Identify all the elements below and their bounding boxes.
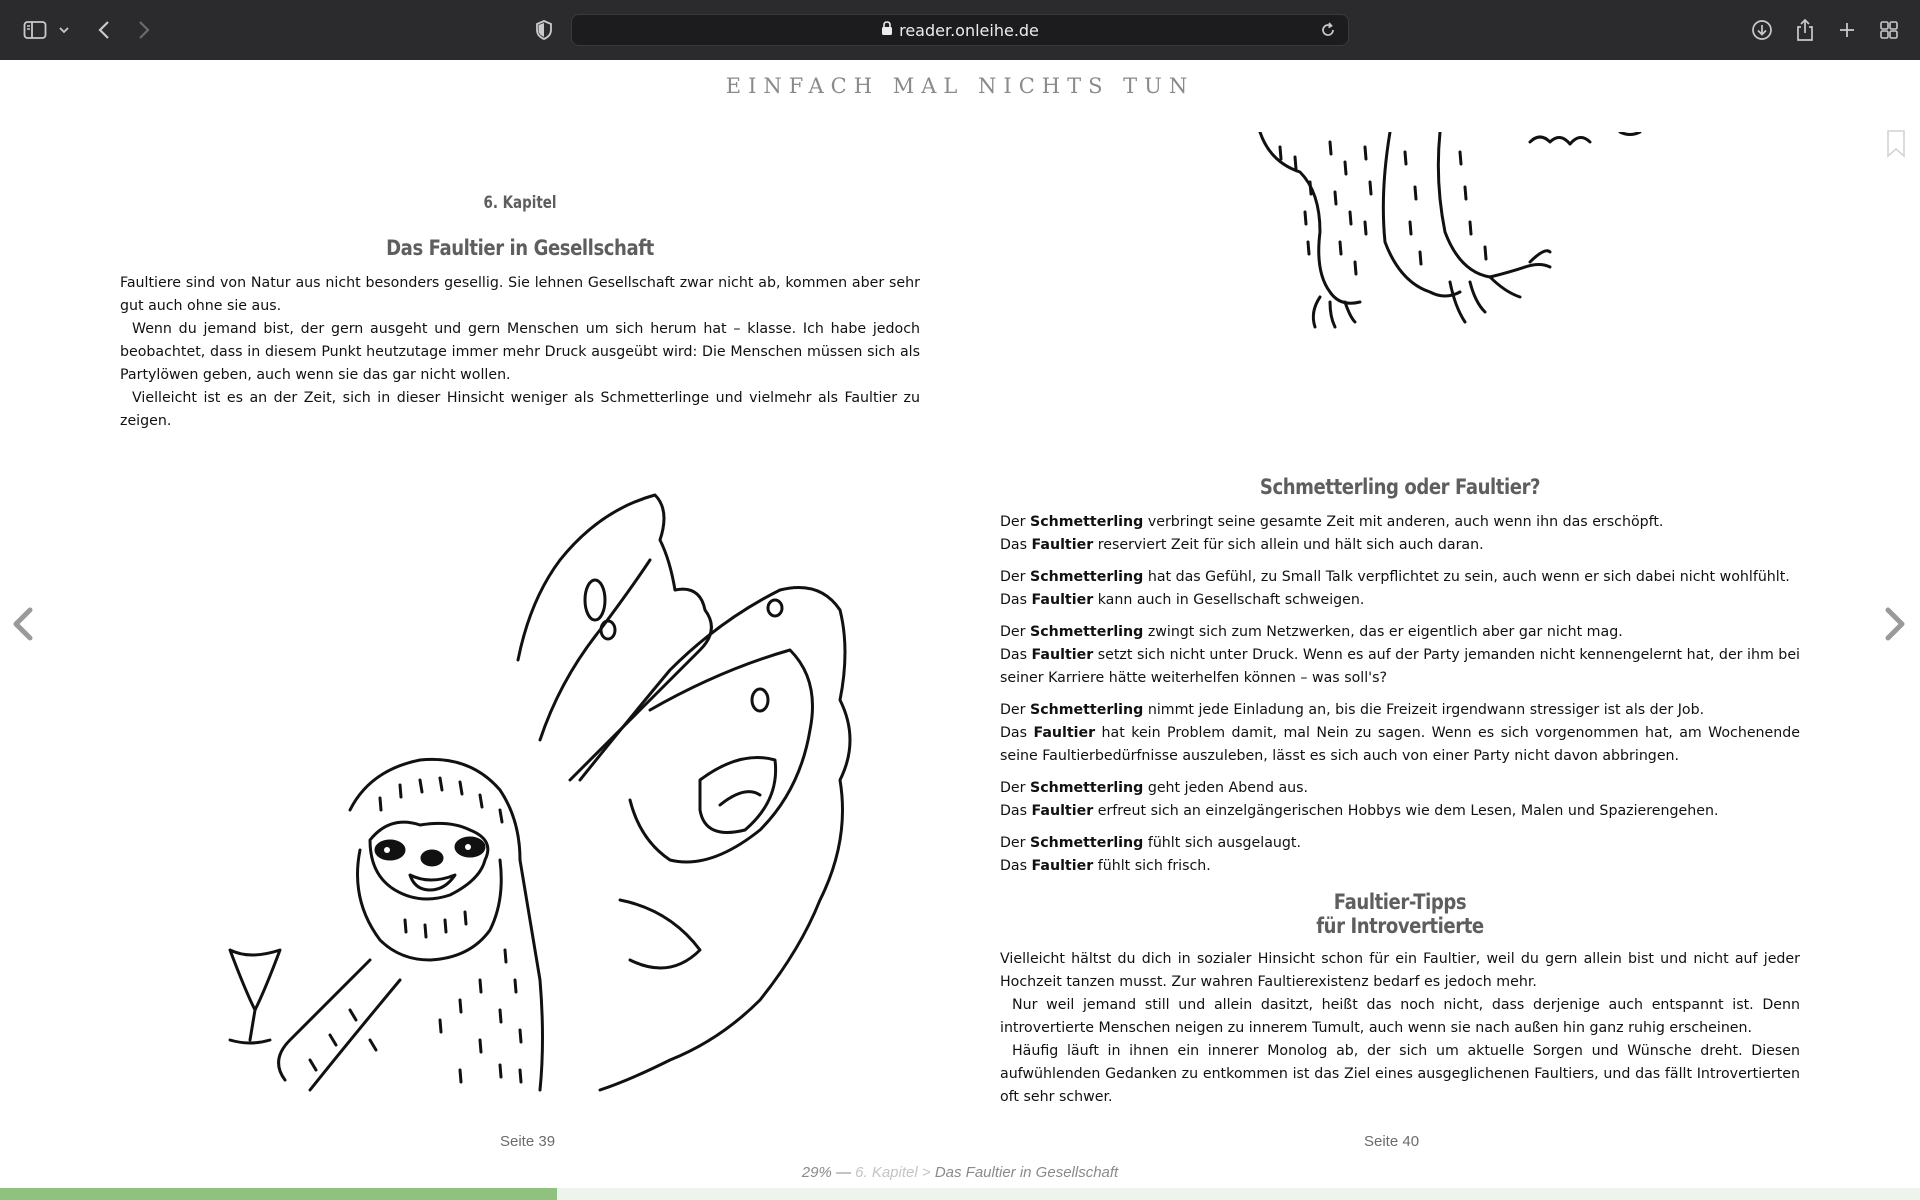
left-page-text [120, 272, 920, 433]
chapter-label: 6. Kapitel [483, 193, 557, 213]
comparison-item: Der Schmetterling fühlt sich ausgelaugt. Das Faultier fühlt sich frisch. [1000, 835, 1301, 874]
left-page-number: Seite 39 [500, 1133, 556, 1150]
comparison-item: Der Schmetterling geht jeden Abend aus. Das Faultier erfreut sich an einzelgängerischen Hobbys wie dem Lesen, Malen und Spazierengehen. [1000, 780, 1719, 819]
reading-progress-label [0, 1164, 1920, 1181]
section-heading: Schmetterling oder Faultier? [1259, 475, 1541, 499]
comparison-list [1000, 511, 1800, 887]
previous-page-icon[interactable] [10, 606, 36, 647]
right-page-number: Seite 40 [1364, 1133, 1420, 1150]
chapter-heading: Das Faultier in Gesellschaft [386, 236, 654, 260]
url-text: reader.onleihe.de [899, 20, 1039, 40]
comparison-item: Der Schmetterling zwingt sich zum Netzwerken, das er eigentlich aber gar nicht mag. Das Faultier setzt sich nicht unter Druck. Wenn es auf der Party jemanden nicht kennengelernt hat, der ihm bei seiner Karriere hätte weiterhelfen können – was soll's? [1000, 624, 1800, 686]
book-title: EINFACH MAL NICHTS TUN [725, 74, 1195, 98]
paragraph: Vielleicht hältst du dich in sozialer Hinsicht schon für ein Faultier, weil du gern allein bist und nicht auf jeder Hochzeit tanzen musst. Zur wahren Faultierexistenz bedarf es jedoch mehr. [1000, 951, 1800, 990]
paragraph: Faultiere sind von Natur aus nicht besonders gesellig. Sie lehnen Gesellschaft zwar nicht ab, kommen aber sehr gut auch ohne sie aus. [120, 275, 920, 314]
comparison-item: Der Schmetterling nimmt jede Einladung an, bis die Freizeit irgendwann stressiger ist als der Job. Das Faultier hat kein Problem damit, mal Nein zu sagen. Wenn es sich vorgenommen hat, am Wochenende seine Faultierbedürfnisse auszuleben, lässt es sich auch von einer Party nicht davon abbringen. [1000, 702, 1800, 764]
paragraph: Häufig läuft in ihnen ein innerer Monolog ab, der sich um aktuelle Sorgen und Wünsche dreht. Diesen aufwühlenden Gedanken zu entkommen ist das Ziel eines ausgeglichenen Faultiers, und das fällt Introvertierten oft sehr schwer. [1000, 1043, 1800, 1105]
browser-toolbar [0, 0, 1920, 60]
share-icon[interactable] [1793, 14, 1817, 46]
bookmark-icon[interactable] [1886, 130, 1906, 163]
paragraph: Vielleicht ist es an der Zeit, sich in dieser Hinsicht weniger als Schmetterlinge und vielmehr als Faultier zu zeigen. [120, 390, 920, 429]
sidebar-icon[interactable] [22, 14, 48, 46]
download-icon[interactable] [1750, 14, 1774, 46]
address-bar[interactable] [571, 14, 1349, 46]
tips-heading-line1: Faultier-Tipps [1333, 890, 1467, 914]
progress-percent: 29% — [801, 1164, 851, 1181]
tab-overview-icon[interactable] [1878, 14, 1900, 46]
lock-icon [881, 21, 893, 40]
back-icon[interactable] [94, 14, 114, 46]
comparison-item: Der Schmetterling hat das Gefühl, zu Small Talk verpflichtet zu sein, auch wenn er sich dabei nicht wohlfühlt. Das Faultier kann auch in Gesellschaft schweigen. [1000, 569, 1790, 608]
chevron-down-icon[interactable] [57, 14, 71, 46]
butterfly-sloth-illustration [200, 480, 900, 1095]
reload-icon[interactable] [1320, 22, 1336, 43]
tips-heading-line2: für Introvertierte [1316, 914, 1484, 938]
tips-heading [1056, 890, 1744, 938]
progress-section: Das Faultier in Gesellschaft [934, 1164, 1119, 1181]
reading-progress-fill [0, 1188, 557, 1200]
progress-separator: > [921, 1164, 931, 1181]
paragraph: Wenn du jemand bist, der gern ausgeht und gern Menschen um sich herum hat – klasse. Ich habe jedoch beobachtet, dass in diesem Punkt heutzutage immer mehr Druck ausgeübt wird: Die Menschen müssen sich als Partylöwen geben, auch wenn sie das gar nicht wollen. [120, 321, 920, 383]
comparison-item: Der Schmetterling verbringt seine gesamte Zeit mit anderen, auch wenn ihn das erschöpft. Das Faultier reserviert Zeit für sich allein und hält sich auch daran. [1000, 514, 1664, 553]
reading-progress-bar[interactable] [0, 1188, 1920, 1200]
shield-icon[interactable] [534, 14, 554, 46]
forward-icon[interactable] [134, 14, 154, 46]
tips-text [1000, 948, 1800, 1109]
sloth-legs-illustration [1220, 132, 1660, 342]
new-tab-icon[interactable] [1836, 14, 1858, 46]
progress-chapter-link[interactable]: 6. Kapitel [855, 1164, 918, 1181]
paragraph: Nur weil jemand still und allein dasitzt, heißt das noch nicht, dass derjenige auch entspannt ist. Denn introvertierte Menschen neigen zu innerem Tumult, auch wenn sie nach außen hin ganz ruhig erscheinen. [1000, 997, 1800, 1036]
next-page-icon[interactable] [1882, 606, 1908, 647]
